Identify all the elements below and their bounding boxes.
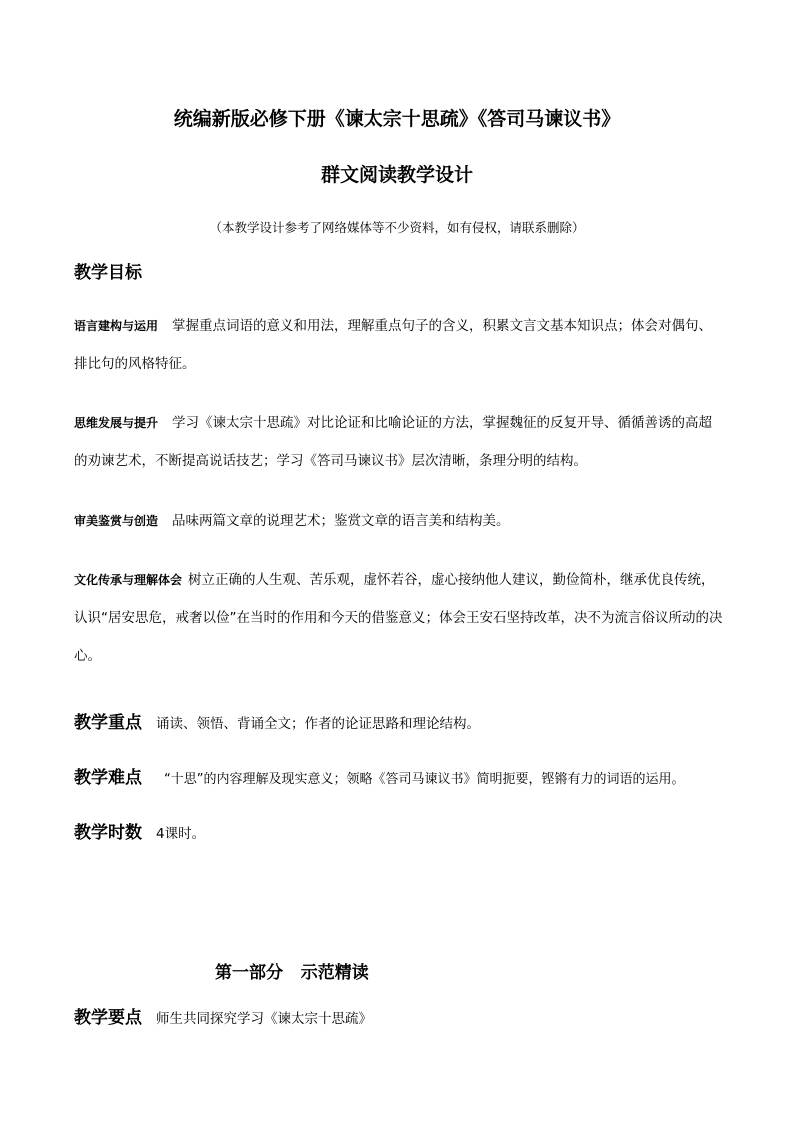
key-points-row (74, 708, 764, 733)
goals-heading: 教学目标 (74, 263, 142, 283)
goal-text: 品味两篇文章的说理艺术；鉴赏文章的语言美和结构美。 (172, 513, 510, 529)
goal-text: 掌握重点词语的意义和用法，理解重点句子的含义，积累文言文基本知识点；体会对偶句、排比句的风格特征。 (74, 318, 713, 372)
goal-label: 语言建构与运用 (74, 319, 159, 333)
difficulties-row (74, 763, 764, 788)
focus-text: 师生共同探究学习《谏太宗十思疏》 (156, 1011, 372, 1027)
difficulties-text: “十思”的内容理解及现实意义；领略《答司马谏议书》简明扼要，铿锵有力的词语的运用。 (164, 772, 685, 787)
difficulties-label: 教学难点 (74, 768, 142, 788)
focus-label: 教学要点 (74, 1008, 142, 1028)
goal-label: 审美鉴赏与创造 (74, 514, 159, 528)
key-points-text: 诵读、领悟、背诵全文；作者的论证思路和理论结构。 (156, 716, 480, 732)
key-points-label: 教学重点 (74, 713, 142, 733)
document-subtitle: 群文阅读教学设计 (320, 164, 473, 186)
focus-row (74, 1003, 764, 1028)
goal-paragraph-thinking (74, 404, 724, 480)
goal-text: 树立正确的人生观、苦乐观，虚怀若谷，虚心接纳他人建议，勤俭简朴，继承优良传统，认识“居安思危，戒奢以俭”在当时的作用和今天的借鉴意义；体会王安石坚持改革，决不为流言俗议所动的决心。 (74, 572, 723, 664)
hours-row (74, 818, 764, 843)
goal-label: 思维发展与提升 (74, 416, 159, 430)
hours-text: 4课时。 (156, 826, 206, 842)
document-title: 统编新版必修下册《谏太宗十思疏》《答司马谏议书》 (173, 108, 621, 130)
goal-text: 学习《谏太宗十思疏》对比论证和比喻论证的方法，掌握魏征的反复开导、循循善诱的高超的劝谏艺术，不断提高说话技艺；学习《答司马谏议书》层次清晰，条理分明的结构。 (74, 415, 713, 469)
goal-paragraph-language (74, 307, 724, 383)
goal-paragraph-culture (74, 561, 724, 675)
goal-paragraph-aesthetic (74, 502, 724, 540)
copyright-note: （本教学设计参考了网络媒体等不少资料，如有侵权，请联系删除） (209, 220, 585, 235)
part-title: 第一部分 示范精读 (215, 963, 369, 983)
goal-label: 文化传承与理解体会 (74, 573, 183, 587)
hours-label: 教学时数 (74, 823, 142, 843)
